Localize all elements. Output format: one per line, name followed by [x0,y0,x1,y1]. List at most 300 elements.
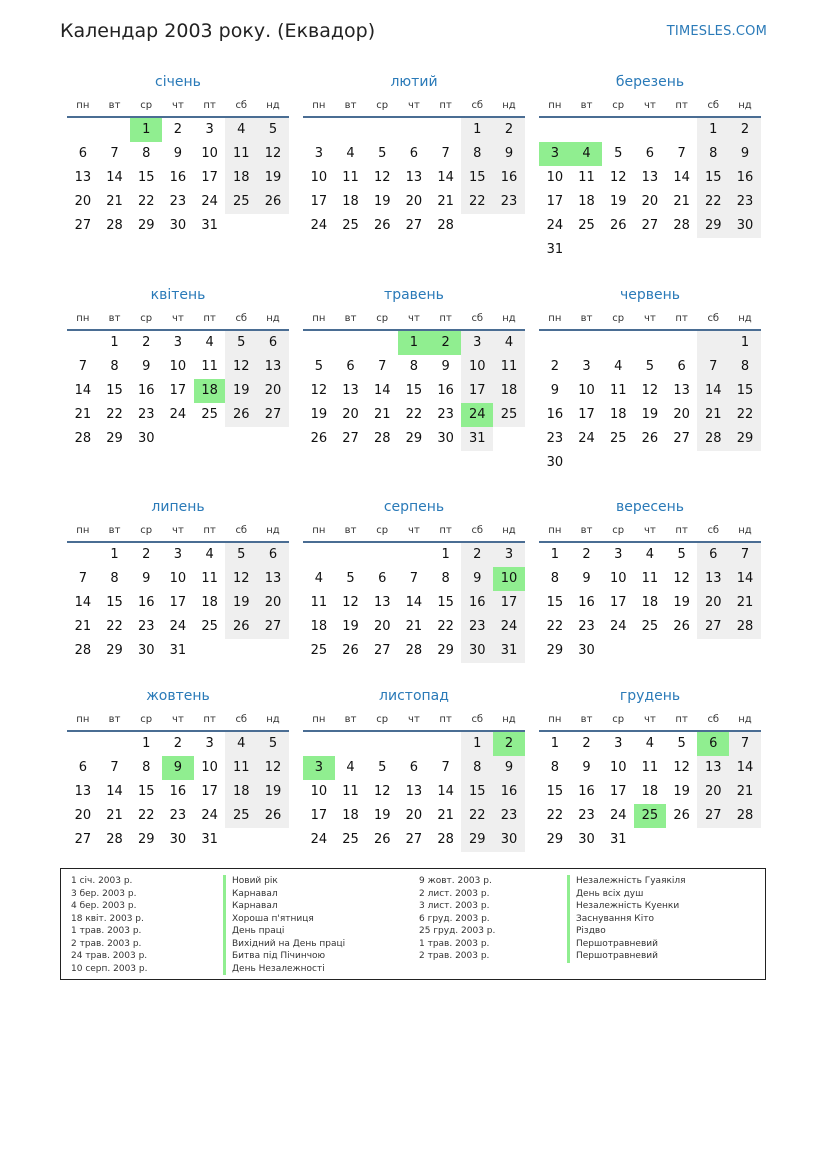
day-cell: 2 [493,118,525,142]
day-cell: 3 [205,736,214,751]
day-cell: 12 [673,760,690,775]
day-cell: 30 [137,643,155,658]
day-cell: 22 [729,403,761,427]
day-cell: 12 [673,571,690,586]
day-cell: 1 [461,732,493,756]
day-cell: 26 [373,832,391,847]
empty-cell [67,118,99,142]
day-cell: 29 [461,828,493,852]
day-cell: 8 [697,142,729,166]
day-cell: 17 [201,170,218,185]
empty-cell [335,118,367,142]
day-cell: 6 [409,146,419,161]
day-cell: 8 [142,146,151,161]
day-cell: 1 [441,547,450,562]
empty-cell [430,732,462,756]
day-cell: 15 [106,595,123,610]
day-cell: 22 [546,619,564,634]
day-cell: 26 [373,218,391,233]
day-cell: 9 [550,383,559,398]
empty-cell [335,331,367,355]
weekday-label: сб [235,313,248,324]
weekday-label: пт [439,714,452,725]
weekday-header [539,521,761,543]
empty-cell [99,118,131,142]
weekday-label: пн [76,100,90,111]
weekday-label: нд [738,313,752,324]
month-name: вересень [615,499,685,515]
weekday-label: ср [612,525,625,536]
empty-cell [366,543,398,567]
month-name: лютий [390,74,438,90]
day-cell: 24 [609,808,627,823]
day-cell: 9 [142,571,151,586]
day-cell: 1 [550,736,559,751]
empty-cell [571,451,603,475]
week-row [539,543,761,567]
day-cell: 18 [310,619,328,634]
weekday-label: чт [408,525,420,536]
day-cell: 1 [697,118,729,142]
day-cell: 21 [437,808,454,823]
day-cell: 27 [74,218,92,233]
day-cell: 15 [546,595,564,610]
day-cell: 20 [405,808,423,823]
day-cell: 6 [409,760,419,775]
week-row [539,379,761,403]
week-row [303,615,525,639]
week-row [303,804,525,828]
weekday-label: пн [76,714,90,725]
day-cell: 25 [342,832,359,847]
week-row [67,543,289,567]
day-cell: 9 [441,359,450,374]
empty-cell [257,828,289,852]
legend-holiday-date: 1 трав. 2003 р. [419,938,490,949]
day-cell: 30 [169,832,187,847]
week-row [67,379,289,403]
day-cell: 26 [225,615,257,639]
day-cell: 31 [493,639,525,663]
day-cell: 27 [673,431,690,446]
weekday-label: чт [644,525,656,536]
day-cell: 23 [461,615,493,639]
weekday-label: нд [502,714,516,725]
holiday-day-cell: 24 [461,403,493,427]
legend-holiday-date: 1 трав. 2003 р. [71,926,142,936]
day-cell: 16 [546,407,564,422]
day-cell: 6 [257,331,289,355]
weekday-label: пн [76,313,90,324]
week-row [539,756,761,780]
page-title: Календар 2003 року. (Еквадор) [60,20,376,42]
legend-holiday-name: Різдво [567,925,686,938]
day-cell: 24 [201,194,218,209]
day-cell: 26 [310,431,328,446]
day-cell: 18 [578,194,595,209]
month-1 [67,72,289,238]
day-cell: 26 [641,431,659,446]
day-cell: 22 [697,190,729,214]
day-cell: 3 [205,122,214,137]
day-cell: 7 [697,355,729,379]
empty-cell [666,331,698,355]
day-cell: 19 [673,784,690,799]
empty-cell [225,214,257,238]
month-12 [539,686,761,852]
day-cell: 14 [106,784,123,799]
weekday-header [67,710,289,732]
weekday-header [539,710,761,732]
week-row [539,427,761,451]
day-cell: 15 [461,166,493,190]
day-cell: 5 [677,736,686,751]
day-cell: 2 [729,118,761,142]
day-cell: 2 [582,547,591,562]
day-cell: 20 [641,194,659,209]
weekday-label: сб [471,714,484,725]
day-cell: 31 [461,427,493,451]
weekday-label: нд [266,525,280,536]
day-cell: 27 [405,218,423,233]
legend-holiday-date: 25 груд. 2003 р. [419,926,496,936]
week-row [539,118,761,142]
day-cell: 27 [257,403,289,427]
day-cell: 8 [110,571,119,586]
legend-holiday-date: 18 квіт. 2003 р. [71,913,144,924]
week-row [539,142,761,166]
weekday-label: сб [471,100,484,111]
weekday-label: пт [439,525,452,536]
day-cell: 21 [74,619,92,634]
weekday-label: пт [675,525,688,536]
day-cell: 13 [74,170,92,185]
month-name: березень [615,74,685,90]
day-cell: 16 [437,383,454,398]
day-cell: 21 [697,403,729,427]
weekday-label: нд [266,714,280,725]
week-row [303,118,525,142]
day-cell: 30 [169,218,187,233]
day-cell: 6 [697,543,729,567]
day-cell: 26 [257,804,289,828]
day-cell: 25 [225,190,257,214]
day-cell: 16 [169,784,187,799]
empty-cell [634,238,666,262]
day-cell: 24 [578,431,595,446]
empty-cell [67,543,99,567]
day-cell: 25 [342,218,359,233]
weekday-label: чт [172,313,184,324]
empty-cell [634,639,666,663]
empty-cell [666,639,698,663]
legend-holiday-date: 6 груд. 2003 р. [419,913,490,924]
day-cell: 23 [493,804,525,828]
weekday-header [67,309,289,331]
weekday-label: пн [548,100,562,111]
week-row [303,732,525,756]
day-cell: 10 [578,383,595,398]
day-cell: 24 [310,218,328,233]
month-9 [539,497,761,663]
day-cell: 7 [110,146,119,161]
weekday-label: нд [502,100,516,111]
holiday-day-cell: 25 [634,804,666,828]
day-cell: 10 [310,170,328,185]
weekday-label: нд [502,313,516,324]
day-cell: 21 [673,194,690,209]
legend-holiday-name: Першотравневий [567,938,686,951]
day-cell: 22 [405,407,423,422]
day-cell: 29 [137,218,155,233]
day-cell: 9 [142,359,151,374]
legend-holiday-date: 2 трав. 2003 р. [71,938,142,949]
empty-cell [602,118,634,142]
month-11 [303,686,525,852]
legend-holiday-date: 9 жовт. 2003 р. [419,876,492,886]
day-cell: 21 [373,407,391,422]
weekday-label: сб [471,313,484,324]
empty-cell [335,543,367,567]
day-cell: 30 [137,431,155,446]
day-cell: 23 [493,190,525,214]
day-cell: 16 [729,166,761,190]
day-cell: 6 [78,146,87,161]
day-cell: 16 [578,784,595,799]
day-cell: 5 [645,359,655,374]
weekday-label: чт [644,714,656,725]
legend-holiday-date: 1 січ. 2003 р. [71,876,133,886]
weekday-label: ср [376,525,389,536]
legend-dates-right [419,875,495,963]
day-cell: 11 [201,359,218,374]
day-cell: 19 [641,407,659,422]
empty-cell [729,451,761,475]
day-cell: 16 [169,170,187,185]
weekday-label: сб [707,525,720,536]
day-cell: 18 [225,166,257,190]
week-row [67,615,289,639]
empty-cell [602,451,634,475]
day-cell: 9 [582,760,591,775]
weekday-header [303,96,525,118]
week-row [67,403,289,427]
day-cell: 20 [405,194,423,209]
empty-cell [729,828,761,852]
weekday-label: нд [738,100,752,111]
weekday-label: вт [580,714,593,725]
empty-cell [366,331,398,355]
legend-holiday-date: 3 бер. 2003 р. [71,888,137,899]
day-cell: 18 [342,808,359,823]
day-cell: 29 [106,431,123,446]
holiday-day-cell: 9 [162,756,194,780]
day-cell: 4 [346,760,355,775]
day-cell: 5 [378,146,387,161]
day-cell: 21 [729,780,761,804]
weekday-label: чт [172,525,184,536]
day-cell: 27 [373,643,391,658]
day-cell: 23 [169,194,187,209]
weekday-label: пт [203,714,216,725]
day-cell: 18 [225,780,257,804]
weekday-label: чт [172,100,184,111]
week-row [67,828,289,852]
day-cell: 13 [697,567,729,591]
day-cell: 3 [173,547,183,562]
day-cell: 20 [697,591,729,615]
day-cell: 12 [310,383,328,398]
day-cell: 23 [729,190,761,214]
empty-cell [493,427,525,451]
week-row [539,214,761,238]
day-cell: 22 [461,804,493,828]
day-cell: 14 [405,595,423,610]
day-cell: 19 [342,619,359,634]
day-cell: 14 [74,595,92,610]
day-cell: 7 [409,571,419,586]
legend-holiday-date: 10 серп. 2003 р. [71,963,148,974]
day-cell: 23 [578,808,595,823]
month-name: квітень [150,287,206,303]
day-cell: 20 [257,591,289,615]
legend-holiday-name: Хороша п'ятниця [223,913,345,926]
day-cell: 7 [729,543,761,567]
weekday-label: вт [108,525,121,536]
day-cell: 14 [437,784,454,799]
day-cell: 27 [641,218,659,233]
day-cell: 13 [697,756,729,780]
month-5 [303,285,525,451]
day-cell: 21 [106,194,123,209]
empty-cell [430,118,462,142]
week-row [303,780,525,804]
day-cell: 22 [546,808,564,823]
month-name: липень [151,499,205,515]
week-row [303,379,525,403]
day-cell: 28 [106,218,123,233]
day-cell: 20 [373,619,391,634]
weekday-label: пн [312,313,326,324]
day-cell: 15 [729,379,761,403]
day-cell: 13 [257,567,289,591]
empty-cell [303,331,335,355]
site-link[interactable]: TIMESLES.COM [666,24,767,39]
weekday-label: ср [140,313,153,324]
week-row [67,190,289,214]
day-cell: 13 [373,595,391,610]
day-cell: 11 [641,760,659,775]
day-cell: 30 [461,639,493,663]
day-cell: 25 [493,403,525,427]
weekday-label: нд [738,525,752,536]
week-row [303,427,525,451]
week-row [67,331,289,355]
day-cell: 5 [677,547,686,562]
weekday-header [303,309,525,331]
day-cell: 16 [493,780,525,804]
week-row [303,543,525,567]
weekday-label: пт [203,525,216,536]
day-cell: 1 [110,547,119,562]
week-row [539,403,761,427]
weekday-label: пт [675,100,688,111]
weekday-label: вт [344,714,357,725]
weekday-label: пн [312,525,326,536]
day-cell: 19 [609,194,627,209]
day-cell: 9 [493,756,525,780]
month-name: травень [384,287,444,303]
day-cell: 23 [578,619,595,634]
legend-holiday-name: Першотравневий [567,950,686,963]
week-row [539,166,761,190]
day-cell: 10 [169,359,187,374]
day-cell: 24 [609,619,627,634]
weekday-header [67,96,289,118]
weekday-header [539,309,761,331]
day-cell: 5 [257,118,289,142]
weekday-label: чт [408,100,420,111]
day-cell: 3 [614,547,623,562]
holiday-day-cell: 1 [398,331,430,355]
weekday-label: чт [408,313,420,324]
holiday-day-cell: 3 [539,142,571,166]
weekday-label: сб [235,525,248,536]
day-cell: 2 [142,547,151,562]
weekday-label: ср [140,714,153,725]
week-row [539,639,761,663]
weekday-label: сб [235,714,248,725]
day-cell: 7 [78,571,87,586]
day-cell: 11 [493,355,525,379]
weekday-label: чт [644,100,656,111]
week-row [67,118,289,142]
day-cell: 13 [405,784,423,799]
day-cell: 9 [461,567,493,591]
day-cell: 12 [373,170,391,185]
day-cell: 4 [225,732,257,756]
day-cell: 14 [74,383,92,398]
day-cell: 13 [405,170,423,185]
weekday-header [539,96,761,118]
empty-cell [602,639,634,663]
day-cell: 19 [673,595,690,610]
day-cell: 20 [74,194,92,209]
day-cell: 17 [578,407,595,422]
day-cell: 8 [142,760,151,775]
weekday-label: вт [108,100,121,111]
legend-holiday-name: Незалежність Гуаякіля [567,875,686,888]
day-cell: 17 [169,383,187,398]
weekday-header [303,521,525,543]
legend-holiday-date: 2 лист. 2003 р. [419,888,490,899]
day-cell: 28 [74,643,92,658]
day-cell: 3 [461,331,493,355]
day-cell: 4 [205,547,214,562]
day-cell: 20 [74,808,92,823]
day-cell: 17 [461,379,493,403]
week-row [67,166,289,190]
day-cell: 3 [582,359,591,374]
day-cell: 25 [609,431,627,446]
day-cell: 4 [645,736,655,751]
weekday-label: чт [408,714,420,725]
day-cell: 22 [137,808,155,823]
day-cell: 8 [441,571,450,586]
legend-holiday-name: Заснування Кіто [567,913,686,926]
day-cell: 30 [578,832,595,847]
week-row [303,403,525,427]
